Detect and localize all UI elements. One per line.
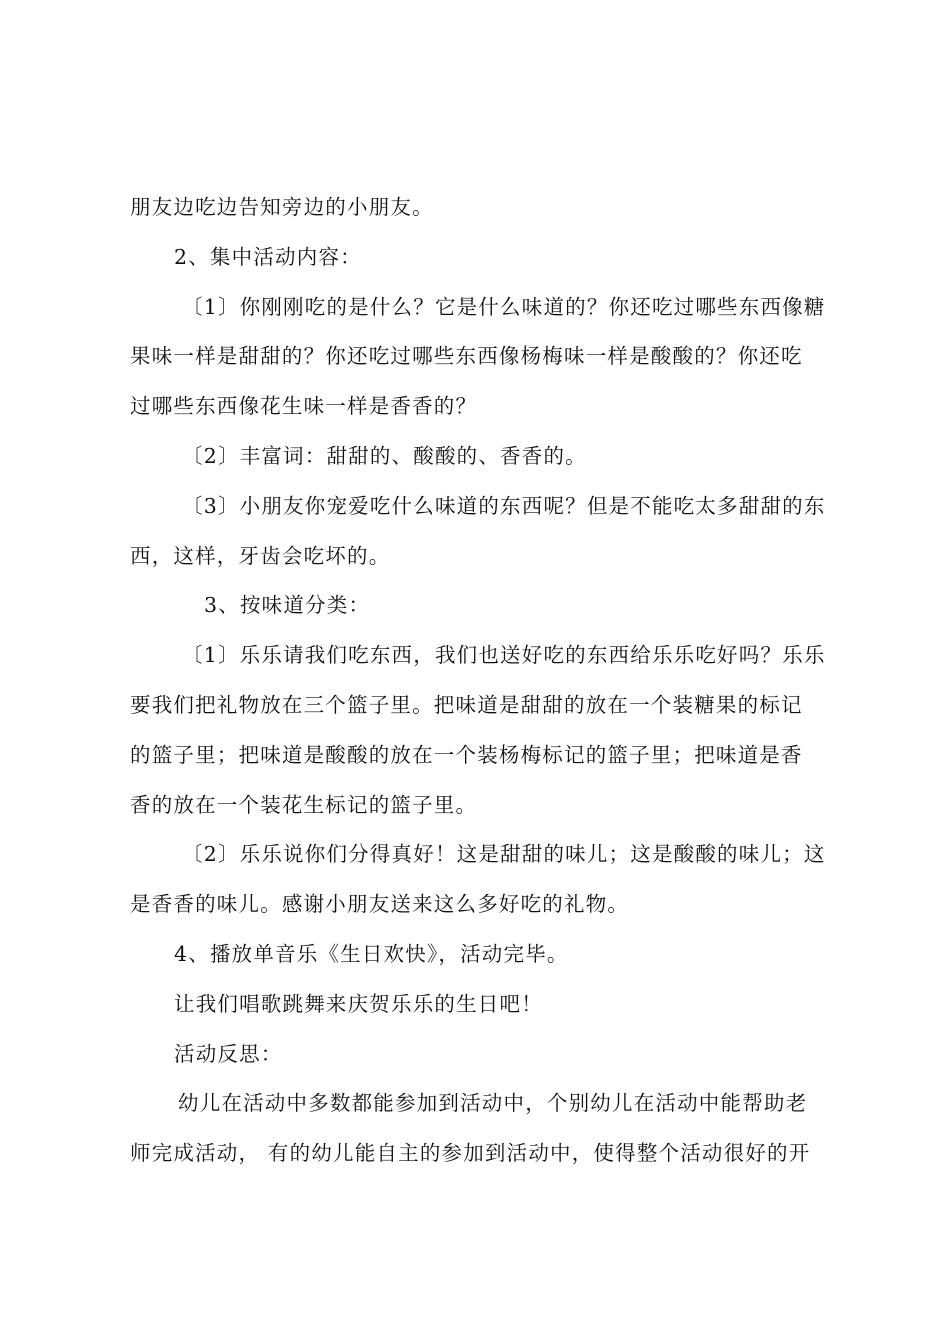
- section-heading: 3、按味道分类：: [204, 593, 371, 618]
- paragraph-line: 要我们把礼物放在三个篮子里。把味道是甜甜的放在一个装糖果的标记: [130, 692, 803, 717]
- paragraph-line: 〔2〕乐乐说你们分得真好！这是甜甜的味儿；这是酸酸的味儿；这: [182, 842, 826, 867]
- document-body: [130, 183, 830, 1179]
- paragraph-line: 〔1〕你刚刚吃的是什么？它是什么味道的？你还吃过哪些东西像糖: [182, 294, 826, 319]
- section-heading: 活动反思：: [174, 1041, 283, 1066]
- paragraph-line: 香的放在一个装花生标记的篮子里。: [130, 792, 478, 817]
- paragraph-line: 幼儿在活动中多数都能参加到活动中，个别幼儿在活动中能帮助老: [178, 1091, 808, 1116]
- paragraph-line: 的篮子里；把味道是酸酸的放在一个装杨梅标记的篮子里；把味道是香: [130, 742, 803, 767]
- paragraph-line: 〔1〕乐乐请我们吃东西，我们也送好吃的东西给乐乐吃好吗？乐乐: [182, 643, 826, 668]
- paragraph-line: 西，这样，牙齿会吃坏的。: [130, 543, 391, 568]
- section-heading: 2、集中活动内容：: [174, 244, 362, 269]
- paragraph-line: 朋友边吃边告知旁边的小朋友。: [130, 195, 434, 219]
- paragraph-line: 让我们唱歌跳舞来庆贺乐乐的生日吧！: [174, 991, 543, 1016]
- paragraph-line: 师完成活动， 有的幼儿能自主的参加到活动中，使得整个活动很好的开: [130, 1141, 811, 1166]
- paragraph-line: 过哪些东西像花生味一样是香香的？: [130, 394, 478, 419]
- paragraph-line: 是香香的味儿。感谢小朋友送来这么多好吃的礼物。: [130, 892, 630, 917]
- section-heading: 4、播放单音乐《生日欢快》，活动完毕。: [174, 941, 569, 966]
- paragraph-line: 〔2〕丰富词：甜甜的、酸酸的、香香的。: [182, 443, 587, 468]
- paragraph-line: 果味一样是甜甜的？你还吃过哪些东西像杨梅味一样是酸酸的？你还吃: [130, 344, 803, 369]
- paragraph-line: 〔3〕小朋友你宠爱吃什么味道的东西呢？但是不能吃太多甜甜的东: [182, 493, 826, 518]
